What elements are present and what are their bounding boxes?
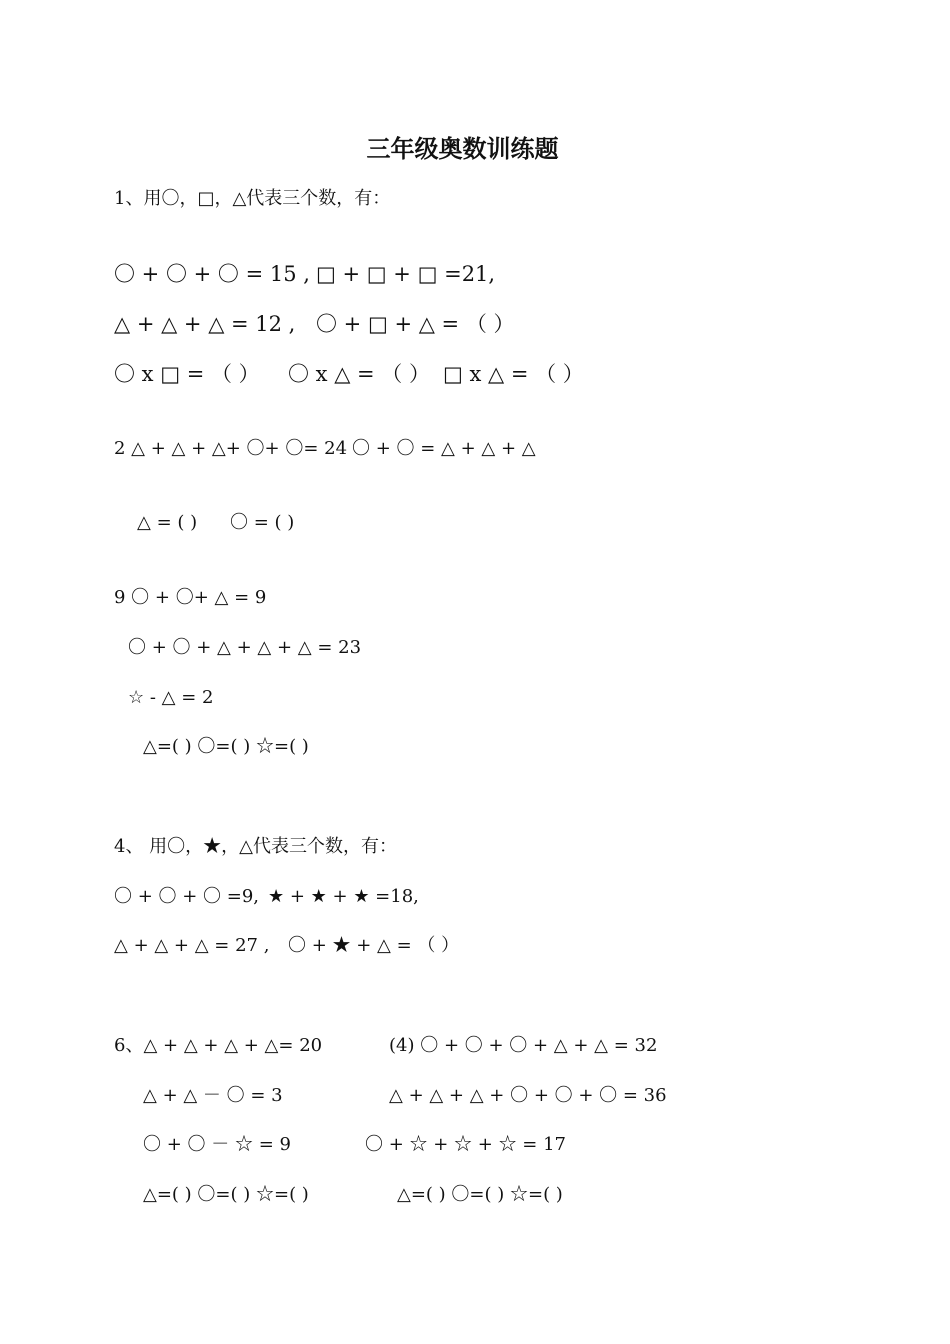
q2-answer-1: △ = ( ) [137,512,198,533]
q4-intro: 4、 用〇，★，△代表三个数，有： [114,836,398,857]
q6-left-equation-3: 〇 + 〇 － ☆ = 9 [143,1134,291,1155]
q3-answer: △=( ) 〇=( ) ☆=( ) [143,736,309,757]
page-title: 三年级奥数训练题 [366,134,559,163]
q4-equation-2: ★ + ★ + ★ =18, [268,886,419,907]
q1-intro: 1、用〇，□，△代表三个数，有： [114,188,391,209]
q6-right-answer: △=( ) 〇=( ) ☆=( ) [397,1184,563,1205]
q3-equation-2: 〇 + 〇 + △ + △ + △ = 23 [128,637,362,658]
q1-question-1: 〇 x □ = （ ） [114,362,260,386]
q1-equation-3: △ + △ + △ = 12 , [114,312,296,336]
q6-left-equation-1: 6、△ + △ + △ + △= 20 [114,1035,323,1056]
q3-equation-3: ☆ - △ = 2 [128,687,214,708]
q6-left-answer: △=( ) 〇=( ) ☆=( ) [143,1184,309,1205]
q1-question-2: 〇 x △ = （ ） [288,362,430,386]
q2-answer-2: 〇 = ( ) [230,512,295,533]
q6-right-equation-1: (4) 〇 + 〇 + 〇 + △ + △ = 32 [389,1035,658,1056]
q6-left-equation-2: △ + △ － 〇 = 3 [143,1085,283,1106]
q1-question-3: □ x △ = （ ） [443,362,584,386]
q4-equation-1: 〇 + 〇 + 〇 =9, [114,886,260,907]
q3-equation-1: 9 〇 + 〇+ △ = 9 [114,587,267,608]
q6-right-equation-2: △ + △ + △ + 〇 + 〇 + 〇 = 36 [389,1085,667,1106]
q2-equation-2: 〇 + 〇 = △ + △ + △ [352,438,536,459]
q2-equation-1: 2 △ + △ + △+ 〇+ 〇= 24 [114,438,348,459]
q4-equation-3: △ + △ + △ = 27 , [114,935,270,956]
q1-equation-4: 〇 + □ + △ = （ ） [316,312,515,336]
q1-equation-2: □ + □ + □ =21, [316,262,496,286]
q6-right-equation-3: 〇 + ☆ + ☆ + ☆ = 17 [365,1134,567,1155]
q1-equation-1: 〇 + 〇 + 〇 = 15 , [114,262,310,286]
q4-equation-4: 〇 + ★ + △ = （ ） [288,935,460,956]
